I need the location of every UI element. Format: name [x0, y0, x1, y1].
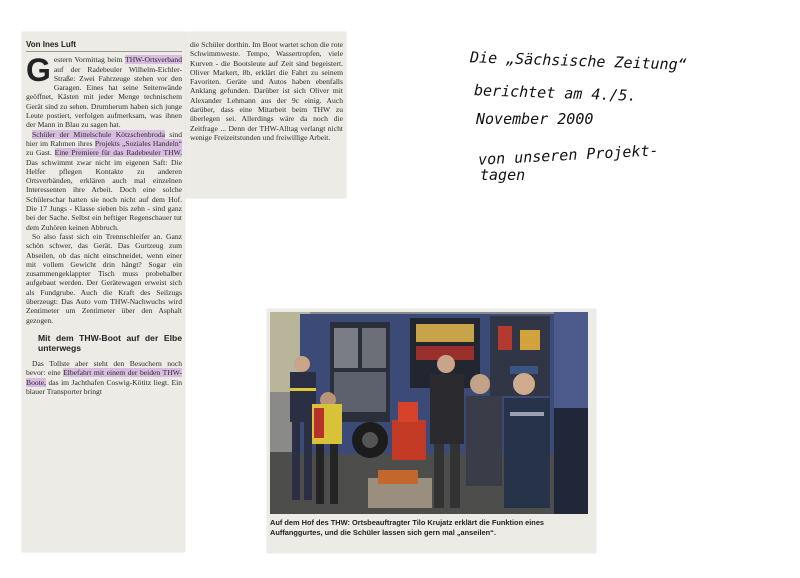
highlight-elbefahrt: Elbefahrt mit einem der beiden THW-Boote,	[26, 368, 182, 387]
highlight-projekt: Projekts „Soziales Handeln“	[94, 138, 182, 148]
p1-text-a: estern Vormittag beim	[53, 55, 123, 65]
highlight-schueler: Schüler der Mittelschule Kötzschenbroda	[32, 129, 166, 139]
highlight-premiere: Eine Premiere für das Radebeuler THW.	[54, 148, 182, 158]
p4-text-a: Das Tollste aber steht den Besuchern noch bevor: eine	[26, 358, 182, 378]
subheading: Mit dem THW-Boot auf der Elbe unterwegs	[38, 332, 182, 353]
paragraph-1	[26, 52, 182, 130]
article-column-1	[26, 40, 182, 396]
p1-text-b: auf der Radebeuler Wilhelm-Eichler-Straße: Zwei Fahrzeuge stehen vor den Garagen. Eines hat seine Seitenwände geöffnet, Kästen mit jeder Menge technischem Gerät sind zu sehen. Drumherum haben sich junge Leute postiert, verfolgen aufmerksam, was ihnen der Mann in Blau zu sagen hat.	[26, 64, 182, 130]
p2-text-a: sind hier im Rahmen ihres	[26, 129, 182, 148]
highlight-thw-ortsverband: THW-Ortsverband	[125, 55, 182, 65]
handwritten-line-3: November 2000	[476, 110, 594, 128]
p2-text-c: Das schwimmt zwar nicht im eigenen Saft: Die Helfer pflegen Kontakte zu anderen Ortsverbänden, erklären auch mal einzelnen Interessenten ihre Arbeit. Doch eine solche Schülerschar hatten sie noch nicht auf dem Hof. Die 17 Jungs - Klasse sieben bis zehn - sind ganz bei der Sache. Selbst ein heftiger Regenschauer tut dem Zuhören keinen Abbruch.	[26, 157, 182, 232]
paragraph-4	[26, 359, 182, 396]
handwritten-line-4: von unseren Projekt-	[477, 141, 659, 169]
thw-photo	[270, 312, 588, 514]
handwritten-line-5: tagen	[480, 166, 526, 184]
handwritten-line-2: berichtet am 4./5.	[473, 81, 637, 105]
handwritten-line-1: Die „Sächsische Zeitung“	[469, 48, 687, 74]
photo-thw-vehicle-students	[270, 312, 588, 514]
paragraph-5: die Schüler dorthin. Im Boot wartet schon die rote Schwimmweste. Tempo, Wassertropfen, viele Kurven - die Bootsleute auf Zeit sind begeistert. Oliver Markert, 8b, erklärt die Fahrt zu seinem Favoriten. Geräte und Autos haben ebenfalls Anklang gefunden. Darüber ist sich Oliver mit Alexander Lehmann aus der 9c einig. Auch darüber, dass eine Mitarbeit beim THW zu überlegen sei. Allerdings wäre da noch die Zeitfrage ... Denn der THW-Alltag verlangt nicht wenige Freizeitstunden und freiwillige Arbeit.	[190, 40, 343, 142]
paragraph-2	[26, 130, 182, 232]
paragraph-3: So also fasst sich ein Trennschleifer an. Ganz schön schwer, das Gerät. Das Gurtzeug zum Abseilen, ob das nicht einschneidet, wenn einer mit vollem Gewicht drin hängt? Sogar ein zusammengeklappter Tisch muss probehalber aufgebaut werden. Der Gerätewagen erweist sich als Fundgrube. Auch die Kraft des Seilzugs überzeugt: Das Auto vom THW-Nachwuchs wird Zentimeter um Zentimeter über den Asphalt gezogen.	[26, 231, 182, 325]
dropcap: G	[26, 52, 51, 89]
p2-text-b: zu Gast.	[26, 148, 52, 158]
photo-caption: Auf dem Hof des THW: Ortsbeauftragter Tilo Krujatz erklärt die Funktion eines Auffanggurtes, und die Schüler lassen sich gern mal „anseilen“.	[270, 518, 545, 537]
article-column-2	[190, 40, 343, 142]
byline: Von Ines Luft	[26, 40, 182, 52]
p4-text-b: das im Jachthafen Coswig-Kötitz liegt. Ein blauer Transporter bringt	[26, 377, 182, 396]
